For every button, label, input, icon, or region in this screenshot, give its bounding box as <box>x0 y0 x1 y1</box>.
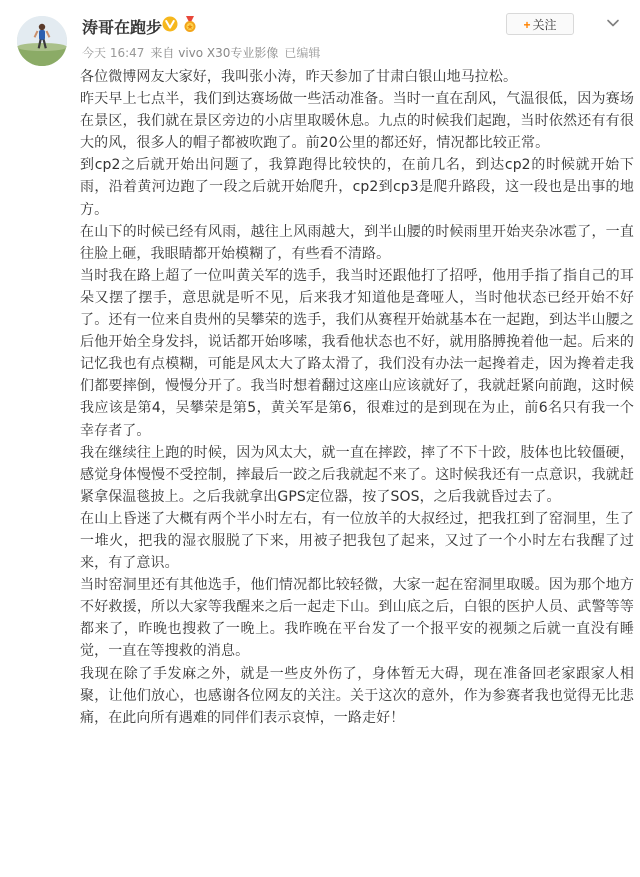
author-name[interactable]: 涛哥在跑步 <box>82 18 163 37</box>
post-meta <box>82 44 326 61</box>
post-header <box>0 0 640 66</box>
paragraph: 当时窑洞里还有其他选手，他们情况都比较轻微，大家一起在窑洞里取暖。因为那个地方不好救援，所以大家等我醒来之后一起走下山。到山底之后，白银的医护人员、武警等等都来了，昨晚也搜救了一晚上。我昨晚在平台发了一个报平安的视频之后就一直没有睡觉，一直在等搜救的消息。 <box>80 577 634 660</box>
plus-icon: + <box>523 18 531 32</box>
v-badge-icon <box>162 16 178 32</box>
paragraph: 各位微博网友大家好，我叫张小涛，昨天参加了甘肃白银山地马拉松。 <box>80 69 518 85</box>
paragraph: 在山上昏迷了大概有两个半小时左右，有一位放羊的大叔经过，把我扛到了窑洞里，生了一堆火，把我的湿衣服脱了下来，用被子把我包了起来，又过了一个小时左右我醒了过来，有了意识。 <box>80 510 634 572</box>
medal-icon[interactable] <box>181 15 199 33</box>
edited-label[interactable]: 已编辑 <box>284 46 321 60</box>
paragraph: 当时我在路上超了一位叫黄关军的选手，我当时还跟他打了招呼，他用手指了指自己的耳朵又摆了摆手，意思就是听不见，后来我才知道他是聋哑人，当时他状态已经开始不好了。还有一位来自贵州的吴攀荣的选手，我们从赛程开始就基本在一起跑，到达半山腰之后他开始全身发抖，说话都开始哆嗦，我看他状态也不好，就用胳膊挽着他一起。后来的记忆我也有点模糊，可能是风太大了路太滑了，我们没有办法一起搀着走，因为搀着走我们都要摔倒，慢慢分开了。我当时想着翻过这座山应该就好了，我就赶紧向前跑，这时候我应该是第4，吴攀荣是第5，黄关军是第6，很难过的是到现在为止，前6名只有我一个幸存者了。 <box>80 267 634 439</box>
follow-button[interactable] <box>506 13 574 35</box>
paragraph: 在山下的时候已经有风雨，越往上风雨越大，到半山腰的时候雨里开始夹杂冰雹了，一直往脸上砸，我眼睛都开始模糊了，有些看不清路。 <box>80 223 634 262</box>
paragraph: 昨天早上七点半，我们到达赛场做一些活动准备。当时一直在刮风，气温很低，因为赛场在景区，我们就在景区旁边的小店里取暖休息。九点的时候我们起跑，当时依然还有有很大的风，很多人的帽子都被吹跑了。前20公里的都还好，情况都比较正常。 <box>80 91 634 152</box>
avatar[interactable] <box>17 16 67 66</box>
chevron-down-icon[interactable] <box>606 16 620 30</box>
post-time[interactable]: 今天 16:47 <box>82 46 145 60</box>
runner-photo-icon <box>17 16 67 66</box>
paragraph: 到cp2之后就开始出问题了，我算跑得比较快的，在前几名，到达cp2的时候就开始下雨，沿着黄河边跑了一段之后就开始爬升，cp2到cp3是爬升路段，这一段也是出事的地方。 <box>80 157 634 218</box>
follow-button-label: 关注 <box>532 18 557 32</box>
post-content <box>80 66 634 729</box>
paragraph: 我在继续往上跑的时候，因为风太大，就一直在摔跤，摔了不下十跤，肢体也比较僵硬，感觉身体慢慢不受控制，摔最后一跤之后我就起不来了。这时候我还有一点意识，我就赶紧拿保温毯披上。之后我就拿出GPS定位器，按了SOS，之后我就昏过去了。 <box>80 444 634 505</box>
post-source[interactable]: 来自 vivo X30专业影像 <box>150 46 279 60</box>
paragraph: 我现在除了手发麻之外，就是一些皮外伤了，身体暂无大碍，现在准备回老家跟家人相聚，让他们放心，也感谢各位网友的关注。关于这次的意外，作为参赛者我也觉得无比悲痛，在此向所有遇难的同伴们表示哀悼，一路走好！ <box>80 665 634 726</box>
